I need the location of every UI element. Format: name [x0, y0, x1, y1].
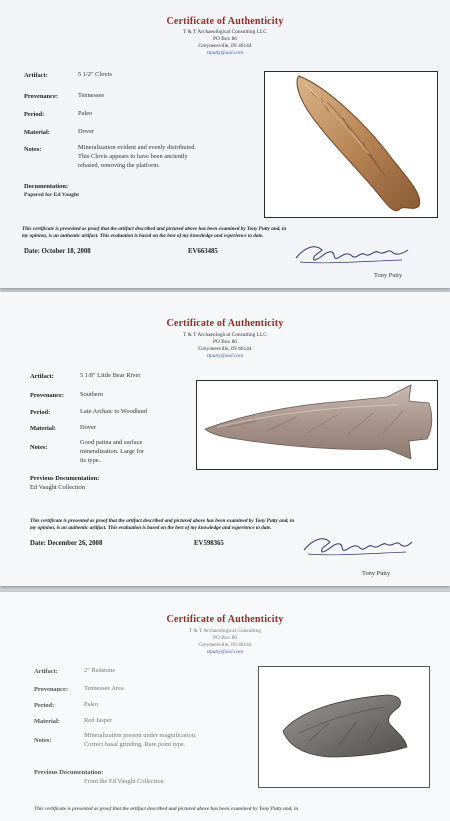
- period-label: Period:: [30, 409, 51, 416]
- artifact-label: Artifact:: [24, 72, 48, 79]
- company-address-line2: Greyneesville, IN 46144: [198, 346, 252, 352]
- company-address-line2: Greyneesville, IN 46144: [198, 43, 252, 49]
- company-email: ttputty@aol.com: [207, 50, 243, 56]
- period-value: Paleo: [78, 110, 93, 117]
- artifact-photo-little-bear-river: [196, 380, 438, 470]
- certificate-2: [0, 292, 450, 586]
- provenance-label: Provenance:: [30, 392, 64, 399]
- documentation-label: Previous Documentation:: [34, 769, 104, 776]
- notes-line-2: Correct basal grinding. Rare point type.: [84, 741, 186, 748]
- documentation-value: From the Ed Vaught Collection: [84, 778, 164, 785]
- material-value: Dover: [78, 128, 94, 135]
- material-value: Dover: [80, 424, 96, 431]
- authenticity-statement-line1: This certificate is presented as proof that the artifact described and pictured above has been examined by Tony Putty and, in: [30, 518, 295, 524]
- notes-line-3: its type.: [80, 457, 101, 464]
- artifact-label: Artifact:: [34, 668, 58, 675]
- artifact-value: 5 1/8" Little Bear River: [80, 372, 141, 379]
- company-name: T & T Archaeological Consulting LLC: [183, 332, 267, 338]
- documentation-label: Previous Documentation:: [30, 475, 100, 482]
- authenticity-statement-line1: This certificate is presented as proof that the artifact described and pictured above has been examined by Tony Putty and, in: [34, 806, 299, 812]
- notes-line-1: Good patina and surface: [80, 439, 143, 446]
- provenance-value: Southern: [80, 391, 104, 398]
- certificate-date: Date: October 18, 2008: [24, 248, 91, 255]
- signer-name: Tony Putty: [362, 570, 391, 577]
- period-label: Period:: [34, 702, 55, 709]
- certificate-title: Certificate of Authenticity: [166, 318, 284, 329]
- company-name: T & T Archaeological Consulting: [188, 628, 262, 634]
- notes-label: Notes:: [24, 146, 42, 153]
- artifact-value: 2" Redstone: [84, 667, 116, 674]
- material-label: Material:: [24, 129, 50, 136]
- authenticity-statement-line2: my opinion, is an authentic artifact. This evaluation is based on the best of my knowledge and experience to date.: [22, 233, 264, 239]
- material-label: Material:: [34, 718, 60, 725]
- documentation-value: Papered for Ed Vaught: [24, 192, 79, 198]
- company-name: T & T Archaeological Consulting LLC: [183, 29, 267, 35]
- signature-image: [292, 240, 412, 273]
- provenance-label: Provenance:: [24, 93, 58, 100]
- provenance-value: Tennessee: [78, 92, 105, 99]
- certificate-title: Certificate of Authenticity: [166, 614, 284, 625]
- documentation-label: Documentation:: [24, 183, 69, 190]
- company-email: ttputty@aol.com: [207, 353, 243, 359]
- artifact-value: 5 1/2" Clovis: [78, 71, 112, 78]
- artifact-photo-clovis: [264, 71, 438, 218]
- company-address-line1: PO Box 86: [213, 339, 237, 345]
- notes-label: Notes:: [34, 737, 52, 744]
- company-email: ttputty@aol.com: [207, 649, 243, 655]
- provenance-label: Provenance:: [34, 686, 68, 693]
- signature-image: [300, 532, 416, 565]
- provenance-value: Tennessee Area: [84, 685, 124, 692]
- certificate-1: [0, 0, 450, 288]
- artifact-label: Artifact:: [30, 373, 54, 380]
- certificate-date: Date: December 26, 2008: [30, 540, 103, 547]
- notes-line-1: Mineralization evident and evenly distributed.: [78, 144, 197, 151]
- material-value: Red Jasper: [84, 717, 112, 724]
- documentation-value: Ed Vaught Collection: [30, 484, 85, 491]
- period-value: Paleo: [84, 701, 99, 708]
- notes-line-2: mineralization. Large for: [80, 448, 144, 455]
- material-label: Material:: [30, 425, 56, 432]
- authenticity-statement-line2: my opinion, is an authentic artifact. This evaluation is based on the best of my knowledge and experience to date.: [30, 525, 272, 531]
- certificate-number: EV598365: [194, 540, 224, 547]
- certificate-3: [0, 592, 450, 821]
- company-address-line1: PO Box 86: [213, 36, 237, 42]
- period-label: Period:: [24, 111, 45, 118]
- authenticity-statement-line1: This certificate is presented as proof that the artifact described and pictured above has been examined by Tony Putty and, in: [22, 226, 287, 232]
- signer-name: Tony Putty: [374, 272, 403, 279]
- certificate-number: EV663485: [188, 248, 218, 255]
- notes-line-2: This Clovis appears to have been anciently: [78, 153, 188, 160]
- notes-label: Notes:: [30, 444, 48, 451]
- notes-line-3: rebased, removing the platform.: [78, 162, 160, 169]
- period-value: Late Archaic to Woodland: [80, 408, 147, 415]
- notes-line-1: Mineralization present under magnification.: [84, 732, 197, 739]
- company-address-line2: Greyneesville, IN 46144: [198, 642, 252, 648]
- artifact-photo-redstone: [258, 666, 430, 788]
- company-address-line1: PO Box 86: [213, 635, 237, 641]
- certificate-title: Certificate of Authenticity: [166, 16, 284, 27]
